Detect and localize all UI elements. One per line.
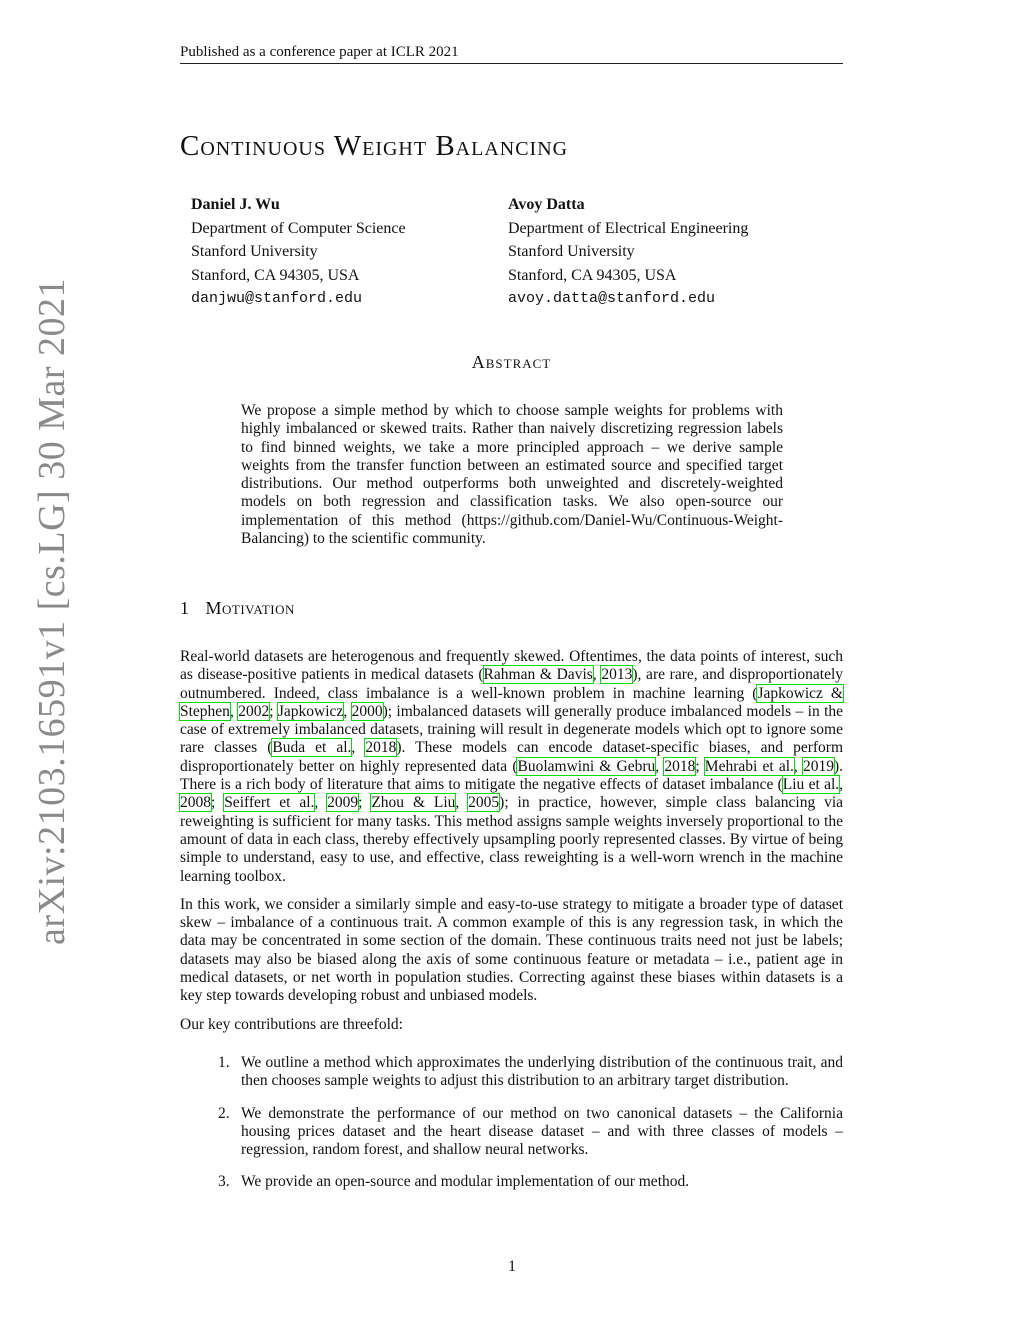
citation-link[interactable]: Liu et al. [782, 776, 840, 794]
section-number: 1 [180, 598, 190, 618]
author-university: Stanford University [508, 243, 635, 260]
paper-title: Continuous Weight Balancing [180, 130, 569, 162]
citation-link[interactable]: Seiffert et al. [224, 794, 315, 812]
author-department: Department of Computer Science [191, 219, 406, 237]
paragraph: Our key contributions are threefold: [180, 1015, 403, 1033]
author-block-1 [191, 193, 406, 311]
list-item-text: We demonstrate the performance of our method on two canonical datasets – the California housing prices dataset and the heart disease dataset – and with three classes of models – regression, random forest, and shallow neural networks. [241, 1104, 843, 1159]
list-marker: 2. [218, 1104, 230, 1122]
citation-year-link[interactable]: 2008 [180, 794, 211, 812]
arxiv-identifier: arXiv:2103.16591v1 [cs.LG] 30 Mar 2021 [31, 277, 73, 945]
citation-year-link[interactable]: 2002 [238, 702, 270, 720]
citation-year-link[interactable]: 2013 [601, 666, 633, 684]
citation-year-link[interactable]: 2000 [351, 702, 383, 720]
citation-link[interactable]: Buda et al. [272, 739, 352, 757]
author-name: Avoy Datta [508, 196, 585, 213]
citation-link[interactable]: Japkowicz [277, 702, 344, 720]
author-address: Stanford, CA 94305, USA [508, 266, 677, 284]
citation-year-link[interactable]: 2009 [327, 794, 359, 812]
author-email: avoy.datta@stanford.edu [508, 290, 716, 307]
list-marker: 3. [218, 1173, 230, 1191]
list-item [180, 1105, 843, 1160]
author-email: danjwu@stanford.edu [191, 290, 363, 307]
body-text [180, 648, 843, 1044]
page-number: 1 [508, 1258, 516, 1275]
citation-link[interactable]: Mehrabi et al. [704, 757, 794, 775]
list-item [180, 1054, 843, 1091]
author-department: Department of Electrical Engineering [508, 219, 749, 237]
citation-year-link[interactable]: 2019 [802, 757, 834, 775]
section-title: Motivation [205, 598, 295, 618]
author-name: Daniel J. Wu [191, 196, 280, 213]
conference-header: Published as a conference paper at ICLR 2021 [180, 44, 843, 64]
abstract-heading: Abstract [471, 352, 552, 372]
abstract-text: We propose a simple method by which to choose sample weights for problems with highly imbalanced or skewed traits. Rather than naively discretizing regression labels to find binned weights, we take a more principled approach – we derive sample weights from the transfer function between an estimated source and specified target distributions. Our method outperforms both unweighted and discretely-weighted models on both regression and classification tasks. We also open-source our implementation of this method (https://github.com/Daniel-Wu/Continuous-Weight-Balancing) to the scientific community. [241, 402, 783, 548]
list-item [180, 1173, 843, 1191]
citation-year-link[interactable]: 2005 [468, 794, 500, 812]
citation-link[interactable]: Rahman & Davis [483, 666, 593, 684]
citation-link[interactable]: Japkowicz & Stephen [180, 684, 843, 720]
author-block-2 [508, 193, 748, 311]
paragraph: In this work, we consider a similarly simple and easy-to-use strategy to mitigate a broader type of dataset skew – imbalance of a continuous trait. A common example of this is any regression task, in which the data may be concentrated in some section of the domain. These continuous traits need not just be labels; datasets may also be biased along the axis of some continuous feature or metadata – i.e., patient age in medical datasets, or net worth in population studies. Correcting against these biases within datasets is a key step towards developing robust and unbiased models. [180, 895, 843, 1005]
section-heading [180, 598, 295, 619]
list-item-text: We provide an open-source and modular implementation of our method. [241, 1173, 690, 1191]
citation-year-link[interactable]: 2018 [664, 757, 696, 775]
list-marker: 1. [218, 1054, 230, 1071]
citation-link[interactable]: Buolamwini & Gebru [517, 757, 656, 775]
paragraph: Real-world datasets are heterogenous and frequently skewed. Oftentimes, the data points of interest, such as disease-positive patients in medical datasets (Rahman & Davis, 2013), are rare, and disproportionately outnumbered. Indeed, class imbalance is a well-known problem in machine learning (Japkowicz & Stephen, 2002; Japkowicz, 2000); imbalanced datasets will generally produce imbalanced models – in the case of extremely imbalanced datasets, training will result in degenerate models which opt to ignore some rare classes (Buda et al., 2018). These models can encode dataset-specific biases, and perform disproportionately better on highly represented data (Buolamwini & Gebru, 2018; Mehrabi et al., 2019). There is a rich body of literature that aims to mitigate the negative effects of dataset imbalance (Liu et al., 2008; Seiffert et al., 2009; Zhou & Liu, 2005); in practice, however, simple class balancing via reweighting is sufficient for many tasks. This method assigns sample weights inversely proportional to the amount of data in each class, thereby effectively upsampling poorly represented classes. By virtue of being simple to understand, easy to use, and effective, class reweighting is a well-worn wrench in the machine learning toolbox. [180, 648, 844, 885]
contributions-list [180, 1054, 843, 1206]
author-university: Stanford University [191, 243, 318, 260]
citation-year-link[interactable]: 2018 [365, 739, 397, 757]
list-item-text: We outline a method which approximates the underlying distribution of the continuous trait, and then chooses sample weights to adjust this distribution to an arbitrary target distribution. [241, 1054, 843, 1090]
author-address: Stanford, CA 94305, USA [191, 266, 360, 284]
citation-link[interactable]: Zhou & Liu [371, 794, 456, 812]
